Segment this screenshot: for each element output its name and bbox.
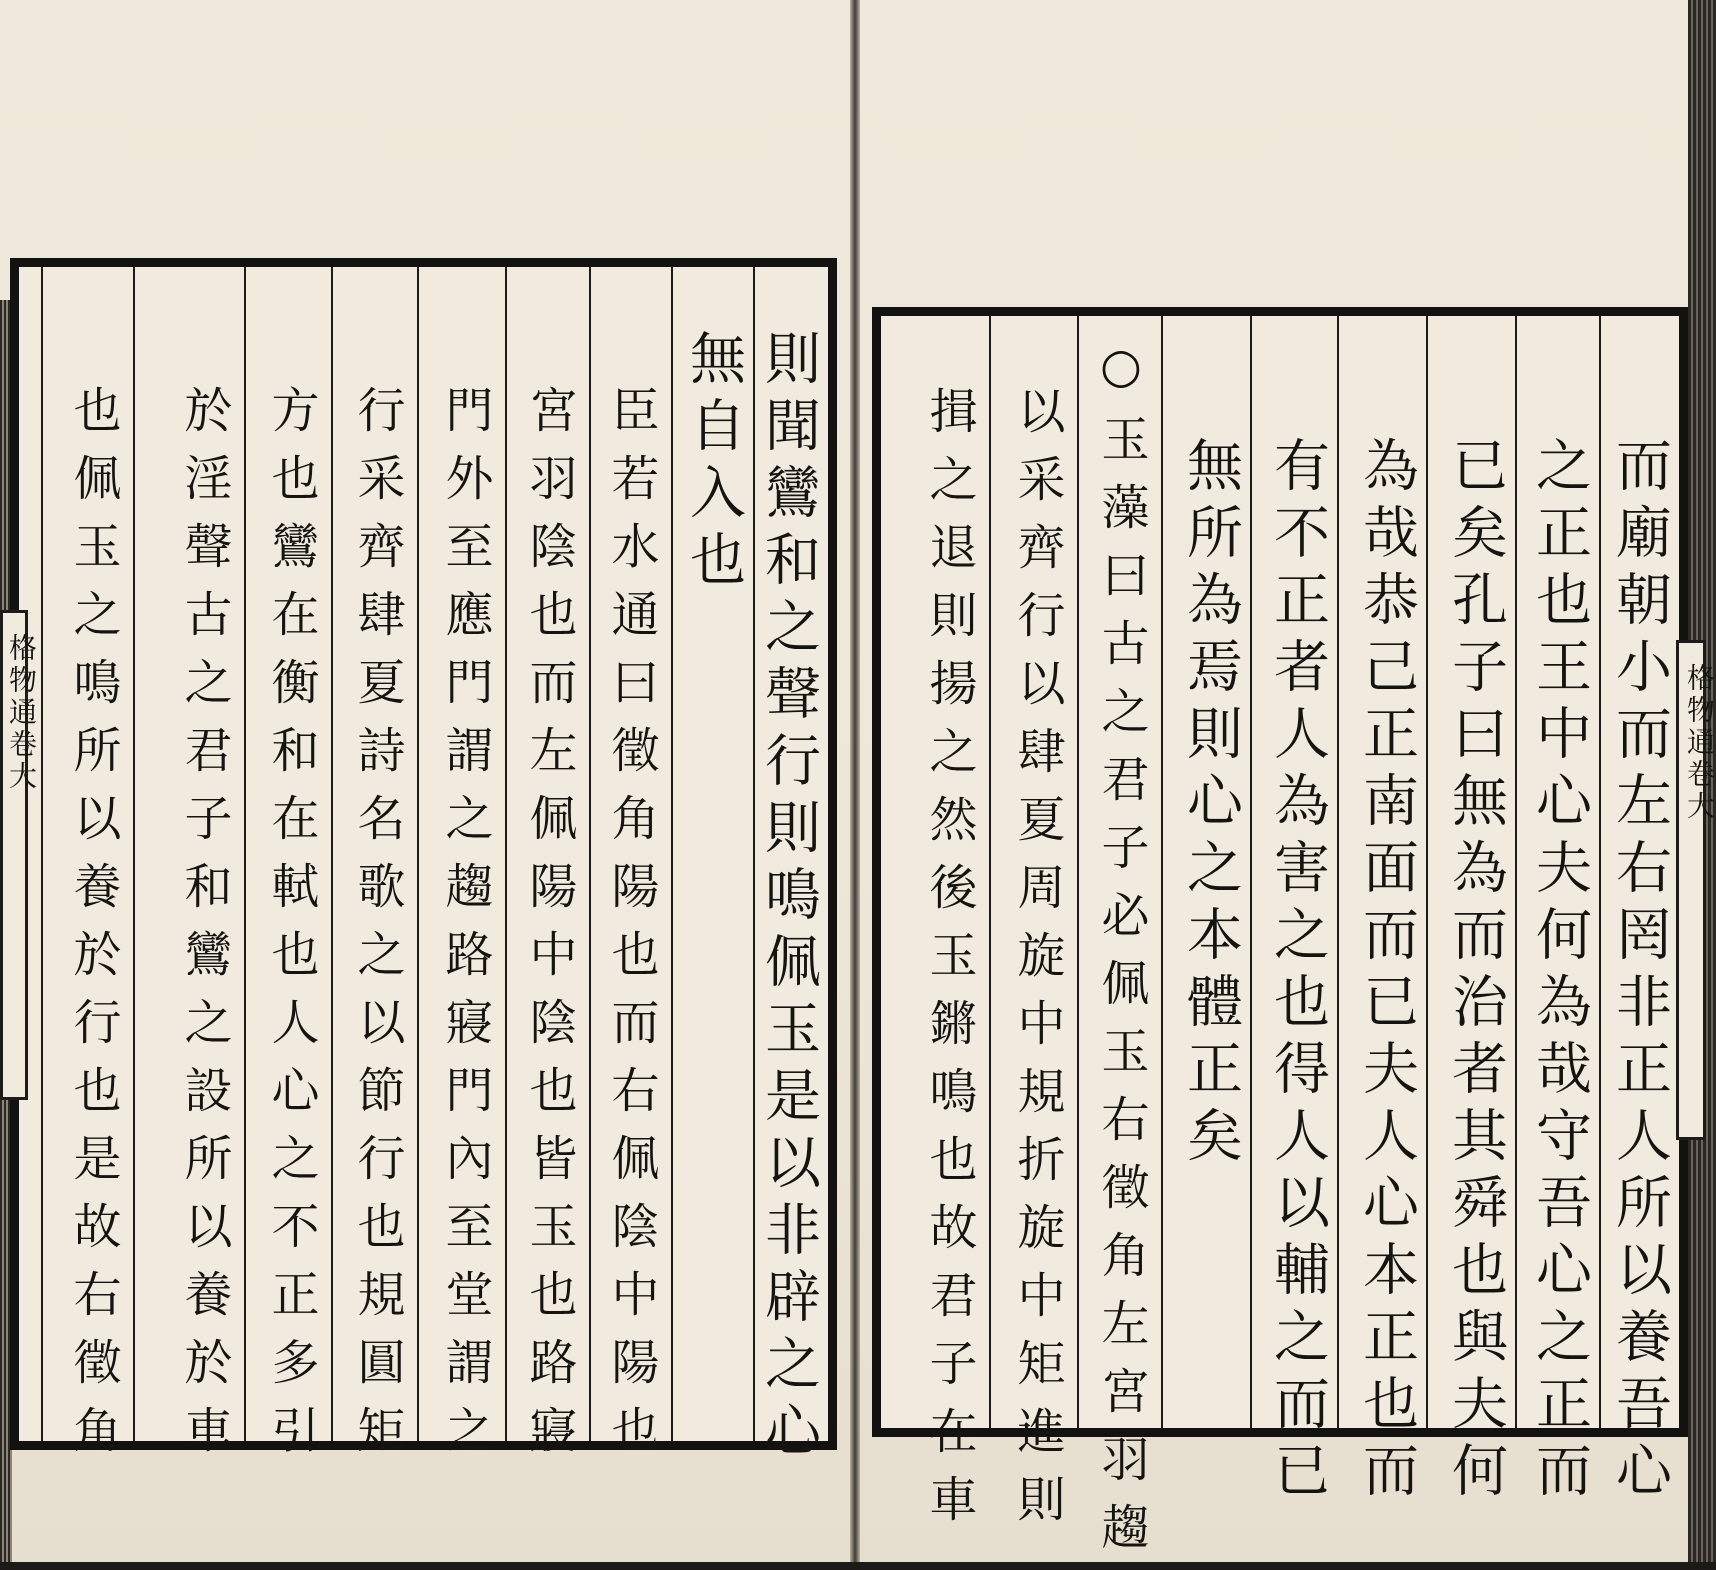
folio-title: 格物通卷大 <box>5 633 38 793</box>
text-column <box>417 267 505 1473</box>
text-column <box>1337 316 1426 1508</box>
left-text-frame <box>10 258 837 1473</box>
text-column <box>1515 316 1599 1508</box>
book-gutter <box>850 0 860 1562</box>
column-text: 已矣孔子曰無為而治者其舜也與夫何 <box>1443 436 1508 1508</box>
column-text: 門外至應門謂之趨路寢門內至堂謂之 <box>437 385 493 1473</box>
text-column <box>1599 316 1679 1508</box>
column-text: 也佩玉之鳴所以養於行也是故右徵角 <box>65 385 121 1473</box>
text-column <box>1077 316 1161 1570</box>
text-column <box>1250 316 1337 1508</box>
text-column <box>671 267 753 1441</box>
text-column <box>989 316 1077 1542</box>
right-folio-tab <box>1676 640 1716 1140</box>
text-column <box>41 267 133 1473</box>
column-text: 無所為焉則心之本體正矣 <box>1178 436 1243 1173</box>
column-text: 揖之退則揚之然後玉鏘鳴也故君子在車 <box>921 386 977 1542</box>
text-column <box>881 316 989 1542</box>
column-text: ○玉藻曰古之君子必佩玉右徵角左宮羽趨 <box>1093 338 1149 1570</box>
folio-title: 格物通卷大 <box>1683 663 1716 823</box>
text-column <box>505 267 589 1473</box>
column-text: 以采齊行以肆夏周旋中規折旋中矩進則 <box>1009 386 1065 1542</box>
column-text: 無自入也 <box>681 329 746 597</box>
column-text: 為哉恭己正南面而已夫人心本正也而 <box>1354 436 1419 1508</box>
text-column <box>331 267 417 1473</box>
text-column <box>589 267 671 1473</box>
text-column <box>133 267 244 1473</box>
text-column <box>244 267 331 1473</box>
column-text: 則聞鸞和之聲行則鳴佩玉是以非辟之心 <box>756 329 821 1468</box>
text-column <box>1426 316 1515 1508</box>
column-text: 之正也王中心夫何為哉守吾心之正而 <box>1527 436 1592 1508</box>
column-text: 於淫聲古之君子和鸞之設所以養於車 <box>176 385 232 1473</box>
column-text: 有不正者人為害之也得人以輔之而已 <box>1265 436 1330 1508</box>
text-column <box>753 267 828 1468</box>
column-text: 臣若水通曰徵角陽也而右佩陰中陽也 <box>603 385 659 1473</box>
column-text: 宮羽陰也而左佩陽中陰也皆玉也路寢 <box>521 385 577 1473</box>
column-text: 而廟朝小而左右罔非正人所以養吾心 <box>1607 436 1672 1508</box>
column-text: 行采齊肆夏詩名歌之以節行也規圓矩 <box>349 385 405 1473</box>
left-folio-tab <box>0 610 38 1100</box>
column-text: 方也鸞在衡和在軾也人心之不正多引 <box>263 385 319 1473</box>
text-column <box>1161 316 1250 1428</box>
right-text-frame <box>872 307 1688 1570</box>
